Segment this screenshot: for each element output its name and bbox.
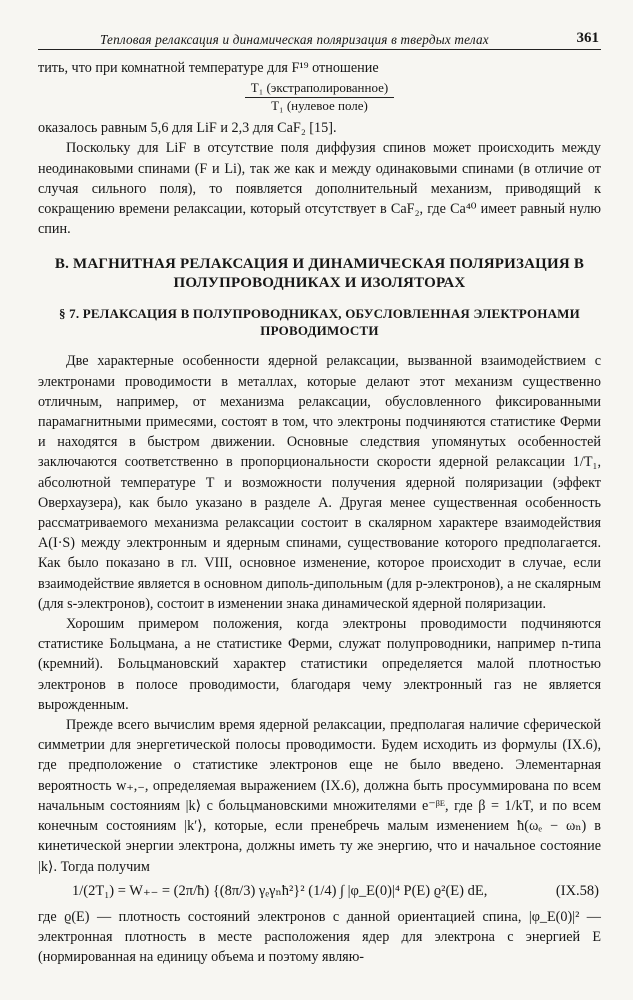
paragraph-5: Прежде всего вычислим время ядерной релаксации, предполагая наличие сферической симметрии для энергетической полосы проводимости. Будем исходить из формулы (IX.6), где предположение о статистике электронов еще не было введено. Элементарная вероятность w₊,₋, определяемая выражением (IX.6), должна быть просуммирована по всем начальным состояниям |k⟩ с больцмановскими множителями e⁻ᵝᴱ, где β = 1/kT, и по всем конечным состояниям |k′⟩, которые, если пренебречь малым изменением ħ(ωₑ − ωₙ) в кинетической энергии электрона, должны иметь ту же энергию, что и начальное состояние |k⟩. Тогда получим bbox=[38, 717, 601, 875]
paragraph-2: Поскольку для LiF в отсутствие поля диффузия спинов может происходить между неодинаковыми спинами (F и Li), так же как и между одинаковыми спинами (в отличие от случая сильного поля), то появляется дополнительный механизм, приводящий к сокращению времени релаксации, который отсутствует в CaF₂, где Ca⁴⁰ имеет равный нулю спин. bbox=[38, 140, 601, 238]
paragraph-6: где ϱ(E) — плотность состояний электронов с данной ориентацией спина, |φ_E(0)|² — электронная плотность в месте расположения ядер для электрона с энергией E (нормированная на единицу объема и поэтому являю- bbox=[38, 908, 601, 966]
fraction-numerator: T₁ (экстраполированное) bbox=[245, 80, 394, 98]
paragraph-1-start: тить, что при комнатной температуре для F¹⁹ отношение bbox=[38, 60, 379, 76]
fraction-denominator: T₁ (нулевое поле) bbox=[271, 98, 368, 114]
equation-ix-58 bbox=[38, 881, 601, 901]
ratio-fraction bbox=[38, 80, 601, 114]
equation-label: (IX.58) bbox=[555, 882, 599, 899]
running-header bbox=[38, 26, 601, 48]
equation-formula: 1/(2T₁) = W₊₋ = (2π/ħ) {(8π/3) γₑγₙħ²}² (1/4) ∫ |φ_E(0)|⁴ P(E) ϱ²(E) dE, bbox=[72, 882, 488, 899]
header-rule bbox=[38, 49, 601, 50]
body-text bbox=[38, 58, 601, 968]
page-number: 361 bbox=[576, 30, 599, 46]
subsection-heading: § 7. РЕЛАКСАЦИЯ В ПОЛУПРОВОДНИКАХ, ОБУСЛОВЛЕННАЯ ЭЛЕКТРОНАМИ ПРОВОДИМОСТИ bbox=[59, 306, 580, 339]
section-heading: В. МАГНИТНАЯ РЕЛАКСАЦИЯ И ДИНАМИЧЕСКАЯ ПОЛЯРИЗАЦИЯ В ПОЛУПРОВОДНИКАХ И ИЗОЛЯТОРАХ bbox=[54, 256, 585, 292]
paragraph-3: Две характерные особенности ядерной релаксации, вызванной взаимодействием с электронами проводимости в металлах, которые делают этот механизм существенно отличным, например, от механизма релаксации, обусловленного фиксированными парамагнитными примесями, состоят в том, что электроны подчиняются статистике Ферми и находятся в быстром движении. Основные следствия упомянутых особенностей заключаются соответственно в пропорциональности скорости ядерной релаксации 1/T₁, абсолютной температуре T и возможности получения ядерной поляризации (эффект Оверхаузера), как было указано в разделе А. Другая менее существенная особенность рассматриваемого механизма релаксации состоит в скалярном характере взаимодействия A(I·S) между электронным и ядерным спинами, существование которого предполагается. Как было показано в гл. VIII, основное изменение, которое происходит в случае, если взаимодействие является в основном диполь-дипольным (для p-электронов), а не скалярным (для s-электронов), состоит в изменении знака динамической ядерной поляризации. bbox=[38, 353, 601, 612]
running-title: Тепловая релаксация и динамическая поляризация в твердых телах bbox=[100, 32, 489, 47]
paragraph-4: Хорошим примером положения, когда электроны проводимости подчиняются статистике Больцмана, а не статистике Ферми, служат полупроводники, например n-типа (кремний). Больцмановский характер статистики определяется малой плотностью электронов в полосе проводимости, благодаря чему электронный газ не является вырожденным. bbox=[38, 616, 601, 713]
paragraph-1-end: оказалось равным 5,6 для LiF и 2,3 для CaF₂ [15]. bbox=[38, 120, 337, 137]
